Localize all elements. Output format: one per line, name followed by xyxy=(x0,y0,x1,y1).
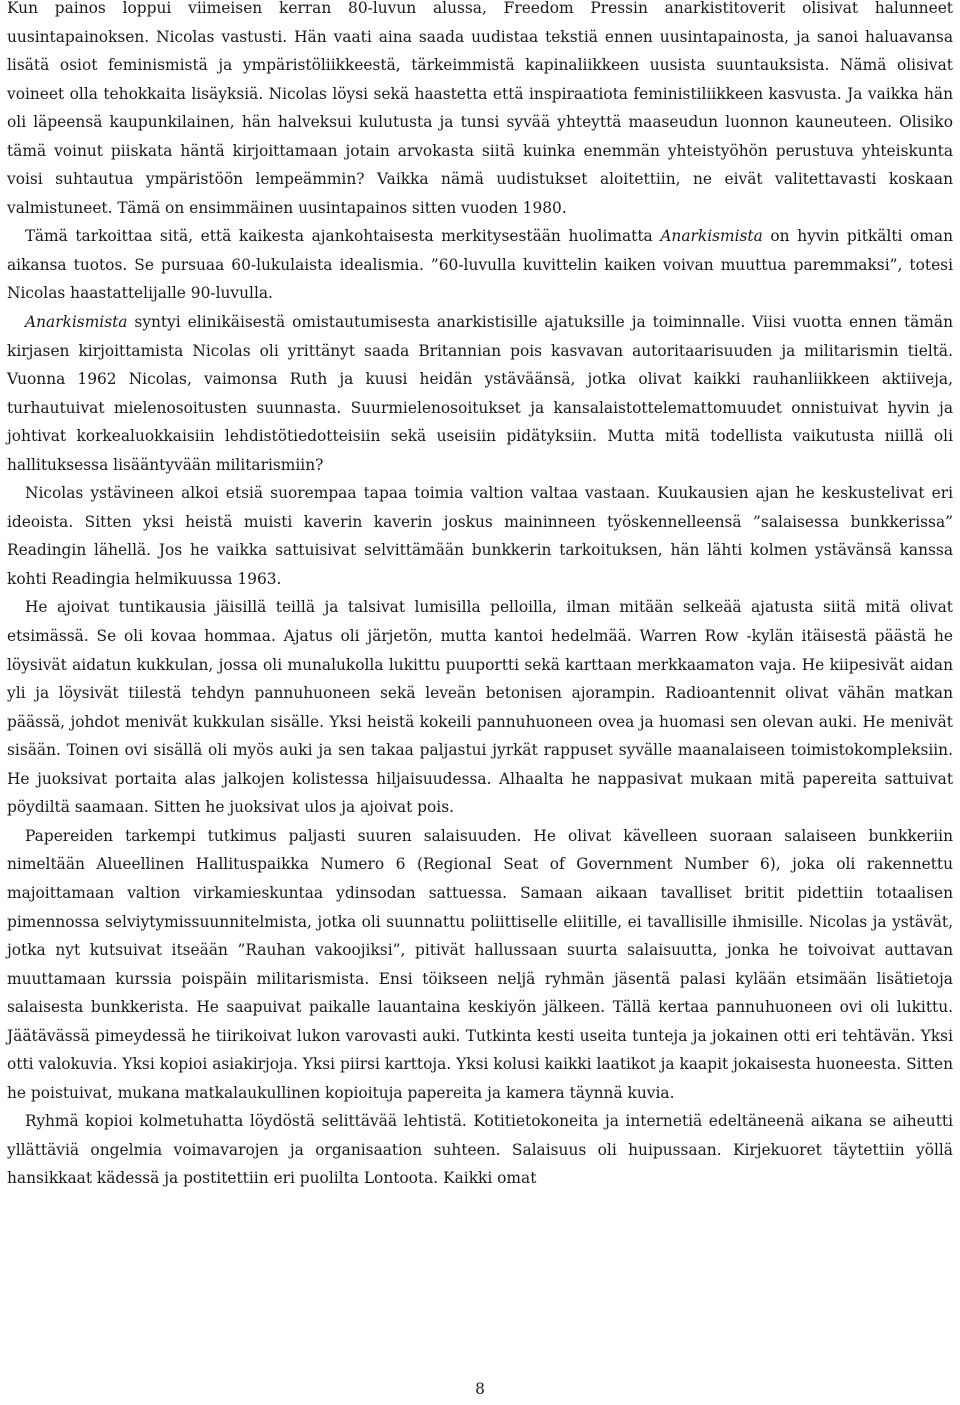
text-run: Nicolas ystävineen alkoi etsiä suorempaa tapaa toimia valtion valtaa vastaan. Kuukausien ajan he keskustelivat eri ideoista. Sitten yksi heistä muisti kaverin kaverin joskus maininneen työskennelleensä ”salaisessa bunkkerissa” Readingin lähellä. Jos he vaikka sattuisivat selvittämään bunkkerin tarkoituksen, hän lähti kolmen ystävänsä kanssa kohti Readingia helmikuussa 1963. xyxy=(7,484,953,588)
document-page xyxy=(7,0,953,1193)
paragraph-1 xyxy=(7,0,953,222)
italic-title: Anarkismista xyxy=(660,227,763,246)
text-run: Ryhmä kopioi kolmetuhatta löydöstä selittävää lehtistä. Kotitietokoneita ja internetiä edeltäneenä aikana se aiheutti yllättäviä ongelmia voimavarojen ja organisaation suhteen. Salaisuus oli huipussaan. Kirjekuoret täytettiin yöllä hansikkaat kädessä ja postitettiin eri puolilta Lontoota. Kaikki omat xyxy=(7,1112,953,1188)
paragraph-3 xyxy=(7,308,953,479)
page-number: 8 xyxy=(475,1380,485,1398)
paragraph-5 xyxy=(7,593,953,821)
paragraph-6 xyxy=(7,822,953,1107)
text-run: Kun painos loppui viimeisen kerran 80-luvun alussa, Freedom Pressin anarkistitoverit olisivat halunneet uusintapainoksen. Nicolas vastusti. Hän vaati aina saada uudistaa tekstiä ennen uusintapainosta, ja sanoi haluavansa lisätä osiot feminismistä ja ympäristöliikkeestä, tärkeimmistä kapinaliikkeen uusista suuntauksista. Nämä olisivat voineet olla tehokkaita lisäyksiä. Nicolas löysi sekä haastetta että inspiraatiota feministiliikkeen kasvusta. Ja vaikka hän oli läpeensä kaupunkilainen, hän halveksui kulutusta ja tunsi syvää yhteyttä maaseudun luonnon kauneuteen. Olisiko tämä voinut piiskata häntä kirjoittamaan jotain arvokasta siitä kuinka enemmän yhteistyöhön perustuva yhteiskunta voisi suhtautua ympäristöön lempeämmin? Vaikka nämä uudistukset aloitettiin, ne eivät valitettavasti koskaan valmistuneet. Tämä on ensimmäinen uusintapainos sitten vuoden 1980. xyxy=(7,0,953,217)
text-run: syntyi elinikäisestä omistautumisesta anarkistisille ajatuksille ja toiminnalle. Viisi vuotta ennen tämän kirjasen kirjoittamista Nicolas oli yrittänyt saada Britannian pois kasvavan autoritaarisuuden ja militarismin tieltä. Vuonna 1962 Nicolas, vaimonsa Ruth ja kuusi heidän ystäväänsä, jotka olivat kaikki rauhanliikkeen aktiiveja, turhautuivat mielenosoitusten suunnasta. Suurmielenosoitukset ja kansalaistottelemattomuudet onnistuivat hyvin ja johtivat korkealuokkaisiin lehdistötiedotteisiin sekä useisiin pidätyksiin. Mutta mitä todellista vaikutusta niillä oli hallituksessa lisääntyvään militarismiin? xyxy=(7,313,953,474)
italic-title: Anarkismista xyxy=(25,313,128,332)
text-run: on hyvin pitkälti oman aikansa tuotos. Se pursuaa 60-lukulaista idealismia. ”60-luvulla kuvittelin kaiken voivan muuttua paremmaksi”, totesi Nicolas haastattelijalle 90-luvulla. xyxy=(7,227,953,303)
text-run: Papereiden tarkempi tutkimus paljasti suuren salaisuuden. He olivat kävelleen suoraan salaiseen bunkkeriin nimeltään Alueellinen Hallituspaikka Numero 6 (Regional Seat of Government Number 6), joka oli rakennettu majoittamaan valtion virkamieskuntaa ydinsodan sattuessa. Samaan aikaan tavalliset britit pidettiin totaalisen pimennossa selviytymissuunnitelmista, jotka oli suunnattu poliittiselle eliitille, ei tavallisille ihmisille. Nicolas ja ystävät, jotka nyt kutsuivat itseään ”Rauhan vakoojiksi”, pitivät hallussaan suurta salaisuutta, jonka he toivoivat auttavan muuttamaan kurssia poispäin militarismista. Ensi töikseen neljä ryhmän jäsentä palasi kylään etsimään lisätietoja salaisesta bunkkerista. He saapuivat paikalle lauantaina keskiyön jälkeen. Tällä kertaa pannuhuoneen ovi oli lukittu. Jäätävässä pimeydessä he tiirikoivat lukon varovasti auki. Tutkinta kesti useita tunteja ja jokainen otti eri tehtävän. Yksi otti valokuvia. Yksi kopioi asiakirjoja. Yksi piirsi karttoja. Yksi kolusi kaikki laatikot ja kaapit jokaisesta huoneesta. Sitten he poistuivat, mukana matkalaukullinen kopioituja papereita ja kamera täynnä kuvia. xyxy=(7,826,953,1102)
text-run: He ajoivat tuntikausia jäisillä teillä ja talsivat lumisilla pelloilla, ilman mitään selkeää ajatusta siitä mitä olivat etsimässä. Se oli kovaa hommaa. Ajatus oli järjetön, mutta kantoi hedelmää. Warren Row -kylän itäisestä päästä he löysivät aidatun kukkulan, jossa oli munalukolla lukittu puuportti sekä karttaan merkkaamaton vaja. He kiipesivät aidan yli ja löysivät tiilestä tehdyn pannuhuoneen sekä leveän betonisen ajorampin. Radioantennit olivat vähän matkan päässä, johdot menivät kukkulan sisälle. Yksi heistä kokeili pannuhuoneen ovea ja huomasi sen olevan auki. He menivät sisään. Toinen ovi sisällä oli myös auki ja sen takaa paljastui jyrkät rappuset syvälle maanalaiseen toimistokompleksiin. He juoksivat portaita alas jalkojen kolistessa hiljaisuudessa. Alhaalta he nappasivat mukaan mitä papereita sattuivat pöydiltä saamaan. Sitten he juoksivat ulos ja ajoivat pois. xyxy=(7,598,953,817)
text-run: Tämä tarkoittaa sitä, että kaikesta ajankohtaisesta merkitysestään huolimatta xyxy=(25,227,661,246)
paragraph-4 xyxy=(7,479,953,593)
paragraph-2 xyxy=(7,222,953,308)
paragraph-7 xyxy=(7,1107,953,1193)
